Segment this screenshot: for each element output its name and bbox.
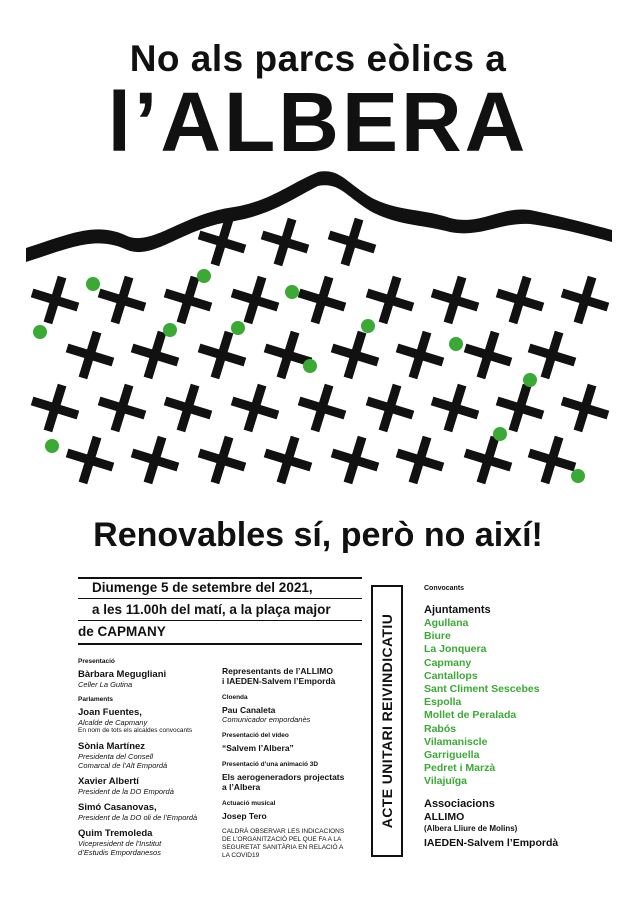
- green-dot: [231, 321, 245, 335]
- green-dot: [493, 427, 507, 441]
- mountain-turbines-illustration: [0, 160, 636, 500]
- assoc-allimo-desc: (Albera Lliure de Molins): [424, 823, 518, 833]
- green-dot: [523, 373, 537, 387]
- turbine-cross: [367, 277, 413, 323]
- item-cloenda: Cloenda Pau Canaleta Comunicador empordanès: [222, 694, 311, 724]
- turbine-cross: [262, 219, 308, 265]
- slogan: Renovables sí, però no així!: [93, 516, 543, 554]
- turbine-cross: [332, 437, 378, 483]
- turbine-cross: [529, 332, 575, 378]
- item-simo: Simó Casanovas, President de la DO oli de l’Empordà: [78, 802, 198, 822]
- event-town: de CAPMANY: [78, 624, 166, 639]
- turbine-cross: [165, 277, 211, 323]
- list-item: Espolla: [424, 696, 462, 709]
- turbine-cross: [562, 385, 608, 431]
- turbine-cross: [529, 437, 575, 483]
- list-item: Pedret i Marzà: [424, 762, 496, 775]
- list-item: Cantallops: [424, 669, 478, 682]
- assoc-iaeden: IAEDEN-Salvem l’Empordà: [424, 836, 559, 849]
- covid-notice: CALDRÀ OBSERVAR LES INDICACIONS DE L’ORGANITZACIÓ PEL QUE FA A LA SEGURETAT SANITÀRIA EN RELACIÓ A LA COVID19: [222, 828, 345, 859]
- list-item: Capmany: [424, 656, 472, 669]
- item-xavier: Xavier Albertí President de la DO Empordà: [78, 776, 174, 796]
- turbine-cross: [232, 385, 278, 431]
- turbine-cross: [132, 332, 178, 378]
- turbine-cross: [99, 385, 145, 431]
- item-video: Presentació del vídeo “Salvem l’Albera”: [222, 732, 294, 753]
- turbine-cross: [199, 332, 245, 378]
- divider-4: [78, 643, 362, 645]
- turbine-cross: [99, 277, 145, 323]
- turbine-cross: [562, 277, 608, 323]
- green-dot: [197, 269, 211, 283]
- turbine-crosses: [32, 219, 608, 483]
- convocants-panel: [424, 585, 624, 850]
- town-list: [424, 617, 624, 789]
- divider-3: [78, 620, 362, 621]
- turbine-cross: [497, 385, 543, 431]
- assoc-allimo: ALLIMO: [424, 810, 465, 823]
- turbine-cross: [67, 332, 113, 378]
- turbine-cross: [397, 332, 443, 378]
- green-dot: [163, 323, 177, 337]
- list-item: Agullana: [424, 617, 469, 629]
- turbine-cross: [265, 332, 311, 378]
- list-item: Sant Climent Sescebes: [424, 683, 540, 696]
- turbine-cross: [165, 385, 211, 431]
- list-item: Garriguella: [424, 749, 480, 762]
- turbine-cross: [465, 332, 511, 378]
- vertical-label-box: [371, 585, 403, 857]
- ajuntaments-heading: Ajuntaments: [424, 604, 491, 616]
- turbine-cross: [67, 437, 113, 483]
- turbine-cross: [199, 437, 245, 483]
- item-animacio: Presentació d’una animació 3D Els aerogeneradors projectats a l’Albera: [222, 761, 345, 792]
- list-item: La Jonquera: [424, 643, 487, 656]
- turbine-cross: [232, 277, 278, 323]
- turbine-cross: [432, 385, 478, 431]
- turbine-cross: [132, 437, 178, 483]
- list-item: Vilajuïga: [424, 775, 467, 788]
- item-sonia: Sònia Martínez Presidenta del Consell Comarcal de l’Alt Empordà: [78, 741, 168, 770]
- turbine-cross: [32, 385, 78, 431]
- turbine-cross: [465, 437, 511, 483]
- green-dot: [449, 337, 463, 351]
- convocants-heading: Convocants: [424, 585, 465, 592]
- list-item: Biure: [424, 630, 451, 643]
- turbine-cross: [32, 277, 78, 323]
- divider-2: [78, 598, 362, 599]
- list-item: Mollet de Peralada: [424, 709, 517, 722]
- turbine-cross: [367, 385, 413, 431]
- mountain-ridge: [26, 171, 612, 262]
- headline-top: No als parcs eòlics a: [129, 38, 507, 79]
- divider-top: [78, 577, 362, 579]
- associacions-heading: Associacions: [424, 797, 495, 810]
- green-dot: [33, 325, 47, 339]
- item-quim: Quim Tremoleda Vicepresident de l’Institut d’Estudis Empordanesos: [78, 828, 162, 857]
- turbine-cross: [265, 437, 311, 483]
- item-musica: Actuació musical Josep Tero: [222, 800, 276, 821]
- event-date: Diumenge 5 de setembre del 2021,: [92, 580, 313, 595]
- turbine-cross: [432, 277, 478, 323]
- headline-albera: l’ALBERA: [107, 75, 529, 169]
- event-time-place: a les 11.00h del matí, a la plaça major: [92, 602, 331, 617]
- program-right: [222, 666, 362, 860]
- green-dot: [571, 469, 585, 483]
- turbine-cross: [299, 277, 345, 323]
- green-dot: [86, 277, 100, 291]
- list-item: Vilamaniscle: [424, 735, 488, 748]
- green-dot: [285, 285, 299, 299]
- turbine-cross: [329, 219, 375, 265]
- program-left: [78, 657, 218, 857]
- vertical-label: ACTE UNITARI REIVINDICATIU: [379, 613, 395, 829]
- turbine-cross: [299, 385, 345, 431]
- item-parlaments: Parlaments Joan Fuentes, Alcalde de Capmany En nom de tots els alcaldes convocants: [78, 696, 193, 734]
- item-presentacio: Presentació Bàrbara Megugliani Celler La Gutina: [78, 658, 167, 689]
- item-representants: Representants de l’ALLIMO i IAEDEN-Salvem l’Empordà: [222, 666, 336, 686]
- green-dot: [361, 319, 375, 333]
- green-dot: [303, 359, 317, 373]
- turbine-cross: [497, 277, 543, 323]
- list-item: Rabós: [424, 722, 457, 735]
- turbine-cross: [397, 437, 443, 483]
- green-dot: [45, 439, 59, 453]
- turbine-cross: [332, 332, 378, 378]
